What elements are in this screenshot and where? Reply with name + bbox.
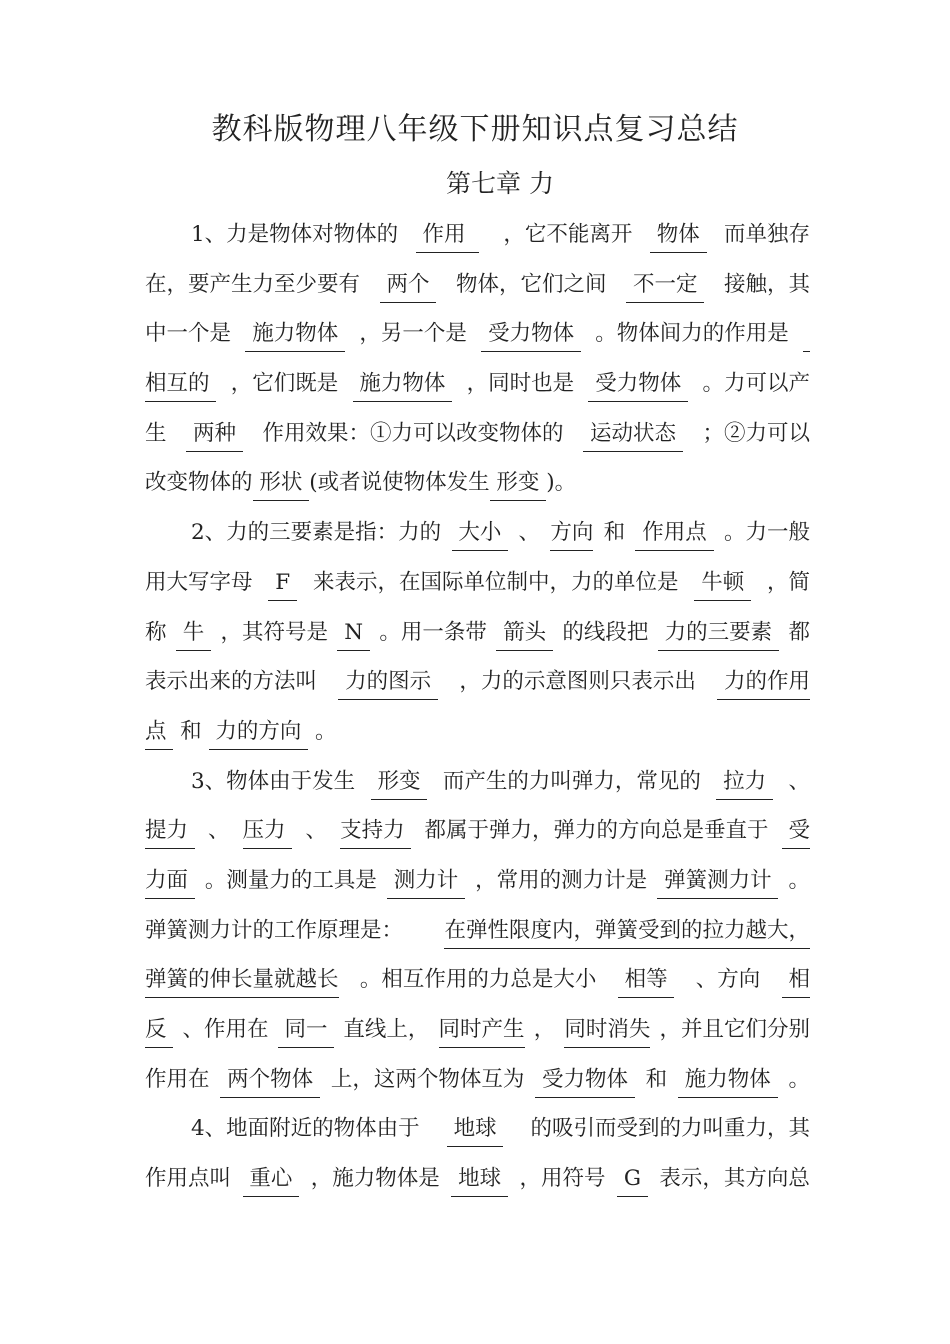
text-line [145,657,810,707]
text-run: ， [533,1017,556,1042]
text-run: 改变物体的 [145,470,253,496]
text-line [145,707,810,757]
fill-in-answer: 受力物体 [588,367,688,402]
text-line [145,906,810,956]
text-run: 2、力的三要素是指：力的 [191,520,442,546]
fill-in-answer: 弹簧的伸长量就越长 [145,963,339,998]
text-run: ，它不能离开 [496,222,633,247]
text-run: 都属于弹力，弹力的方向总是垂直于 [424,818,769,844]
fill-in-answer: 力的方向 [209,715,309,750]
fill-in-answer: 施力物体 [678,1063,778,1098]
fill-in-answer: 力面 [145,864,195,899]
text-line [145,409,810,459]
text-run: 。物体间力的作用是 [595,321,789,347]
fill-in-answer: 测力计 [387,864,465,899]
text-run: 而单独存 [723,222,810,247]
text-line [145,757,810,807]
text-run: 。 [308,718,337,744]
text-run: 和 [645,1066,668,1092]
fill-in-answer: 形状 [253,466,310,501]
chapter-heading: 第七章 力 [446,169,554,198]
fill-in-answer: 形变 [490,466,547,501]
text-run: 称 [145,619,167,645]
text-run: 上，这两个物体互为 [330,1066,525,1092]
text-run: 、 [788,768,810,794]
text-run: 。相互作用的力总是大小 [359,967,597,993]
fill-in-answer: 同一 [278,1013,335,1048]
fill-in-answer: 两个物体 [220,1063,320,1098]
text-run: 作用效果：①力可以改变物体的 [262,420,564,446]
text-run: 。 [788,1066,810,1092]
fill-in-answer: 弹簧测力计 [657,864,778,899]
text-run: 。力可以产 [702,371,810,397]
fill-in-answer: 支持力 [340,814,411,849]
fill-in-answer: 相互的 [145,367,216,402]
fill-in-answer: 方向 [550,516,593,551]
text-line [145,1104,810,1154]
fill-in-answer: 受 [782,814,810,849]
text-run: 来表示，在国际单位制中，力的单位是 [312,569,679,595]
text-run: ，其符号是 [220,619,329,645]
text-run: 1、力是物体对物体的 [191,222,399,247]
text-run: )。 [546,470,577,496]
fill-in-answer: 压力 [243,814,293,849]
fill-in-answer: 物体 [650,218,707,253]
text-run: 接触，其 [723,271,810,297]
text-run: 作用在 [145,1066,210,1092]
text-run: ，同时也是 [466,371,575,397]
text-run: 在，要产生力至少要有 [145,271,361,297]
text-run: 、作用在 [182,1017,269,1042]
fill-in-answer: 同时产生 [439,1013,525,1048]
text-run: 、 [305,818,327,844]
text-run: ，用符号 [519,1166,606,1192]
fill-in-answer: 施力物体 [245,317,345,352]
fill-in-answer: 地球 [447,1112,504,1147]
text-run: ；②力可以 [702,420,810,446]
text-run: 表示出来的方法叫 [145,669,318,695]
paragraph [145,1104,810,1203]
text-run: ，常用的测力计是 [475,867,648,893]
text-run: 弹簧测力计的工作原理是： [145,917,404,943]
fill-in-answer: 作用 [416,218,480,253]
paragraph [145,210,810,508]
fill-in-answer: 力的作用 [717,665,810,700]
fill-in-answer: 作用点 [635,516,713,551]
text-run: 、 [518,520,540,546]
text-run: 生 [145,420,167,446]
fill-in-answer: 两种 [186,417,243,452]
fill-in-answer: 反 [145,1013,173,1048]
text-run: 4、地面附近的物体由于 [191,1116,420,1142]
text-run: 表示，其方向总 [659,1166,810,1192]
text-line [145,458,810,508]
text-run: 。用一条带 [379,619,487,645]
fill-in-answer: 在弹性限度内，弹簧受到的拉力越大， [444,914,810,949]
fill-in-answer: 不一定 [626,268,704,303]
text-run: ，施力物体是 [310,1166,440,1192]
fill-in-answer: 相等 [618,963,675,998]
text-run: 直线上， [343,1017,430,1042]
fill-in-answer: 施力物体 [353,367,453,402]
text-run: ，简 [766,569,810,595]
fill-in-answer [803,317,810,352]
fill-in-answer: 力的图示 [338,665,438,700]
fill-in-answer: 提力 [145,814,195,849]
text-run: 。测量力的工具是 [204,867,377,893]
text-run: ，它们既是 [230,371,339,397]
paragraph [145,508,810,756]
text-run: ，并且它们分别 [659,1017,810,1042]
text-run: 用大写字母 [145,569,253,595]
text-line [145,359,810,409]
text-line [145,1005,810,1055]
fill-in-answer: 两个 [380,268,437,303]
text-line [145,608,810,658]
fill-in-answer: 拉力 [716,765,773,800]
text-run: 、方向 [695,967,761,993]
text-run: 都 [788,619,810,645]
fill-in-answer: 牛 [176,616,211,651]
text-run: 物体，它们之间 [455,271,607,297]
text-line [145,955,810,1005]
text-run: 3、物体由于发生 [191,768,356,794]
document-title: 教科版物理八年级下册知识点复习总结 [211,112,739,147]
text-line [145,806,810,856]
fill-in-answer: 受力物体 [535,1063,635,1098]
text-line [145,260,810,310]
text-run: 的线段把 [562,619,649,645]
text-line [145,309,810,359]
text-line [145,1154,810,1204]
text-run: ，力的示意图则只表示出 [459,669,696,695]
fill-in-answer: 运动状态 [583,417,683,452]
text-run: 的吸引而受到的力叫重力，其 [530,1116,810,1142]
fill-in-answer: F [268,566,297,601]
fill-in-answer: 箭头 [496,616,553,651]
fill-in-answer: 形变 [371,765,428,800]
text-run: 中一个是 [145,321,232,347]
text-run: 。力一般 [723,520,810,546]
text-run: 而产生的力叫弹力，常见的 [442,768,701,794]
fill-in-answer: 力的三要素 [658,616,779,651]
text-run: 和 [173,718,209,744]
text-run: 。 [788,867,810,893]
text-run: ，另一个是 [359,321,467,347]
text-run: 作用点叫 [145,1166,232,1192]
text-line [145,558,810,608]
fill-in-answer: 重心 [243,1162,300,1197]
fill-in-answer: 受力物体 [481,317,581,352]
fill-in-answer: N [337,616,369,651]
fill-in-answer: 点 [145,715,173,750]
fill-in-answer: 同时消失 [564,1013,650,1048]
text-line [145,856,810,906]
fill-in-answer: 牛顿 [694,566,751,601]
fill-in-answer: 相 [782,963,810,998]
fill-in-answer: 大小 [452,516,509,551]
text-run: 、 [207,818,230,844]
text-run: (或者说使物体发生 [309,470,490,496]
text-line [145,210,810,260]
fill-in-answer: 地球 [451,1162,508,1197]
fill-in-answer: G [617,1162,648,1197]
text-line [145,508,810,558]
paragraph [145,757,810,1105]
text-line [145,1055,810,1105]
text-run: 和 [603,520,626,546]
document-body [145,210,810,1204]
